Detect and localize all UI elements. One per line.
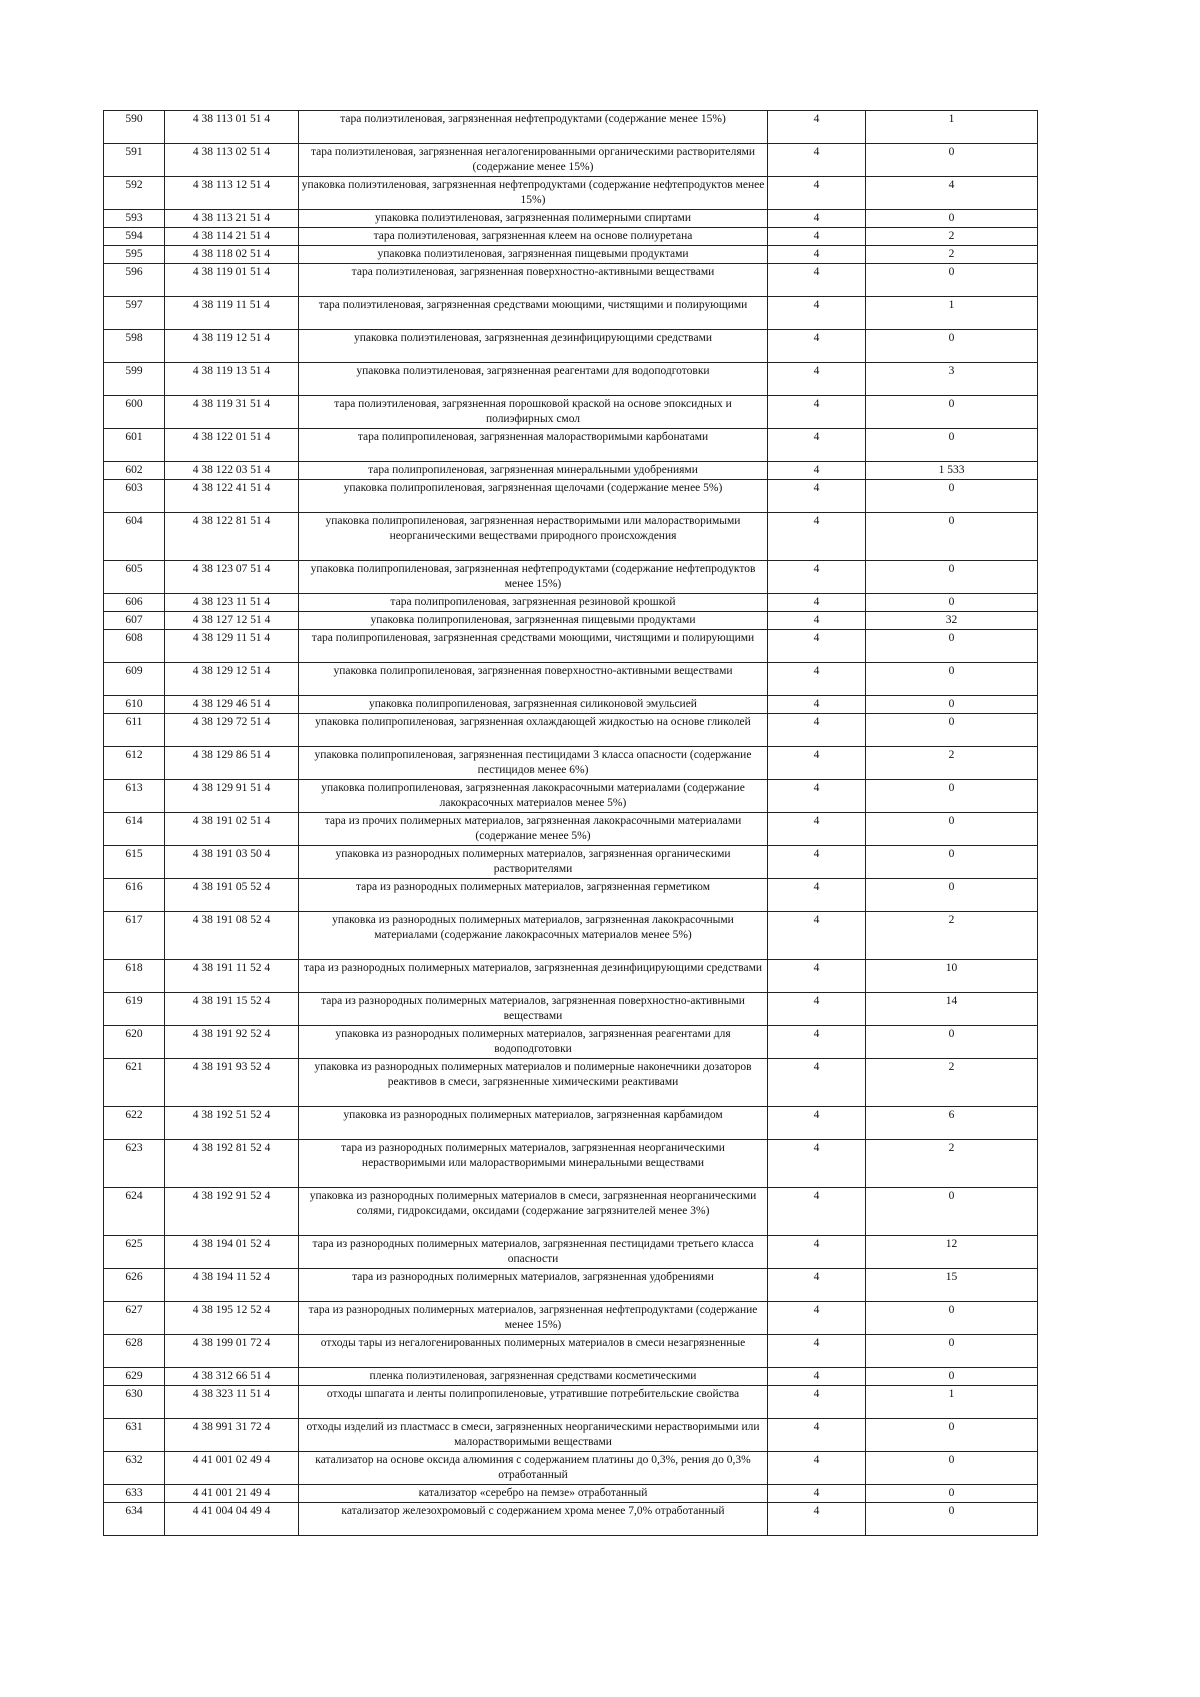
waste-code-cell: 4 38 118 02 51 4: [165, 246, 299, 264]
table-row: [104, 912, 1038, 960]
row-number-cell: 605: [104, 561, 165, 594]
waste-name-cell: упаковка из разнородных полимерных материалов в смеси, загрязненная неорганическими солями, гидроксидами, оксидами (содержание загрязнителей менее 3%): [299, 1188, 768, 1236]
waste-code-cell: 4 38 191 03 50 4: [165, 846, 299, 879]
hazard-class-cell: 4: [768, 561, 866, 594]
waste-code-cell: 4 38 195 12 52 4: [165, 1302, 299, 1335]
quantity-cell: 0: [866, 594, 1038, 612]
waste-code-cell: 4 38 113 12 51 4: [165, 177, 299, 210]
table-row: [104, 1419, 1038, 1452]
row-number-cell: 622: [104, 1107, 165, 1140]
waste-code-cell: 4 38 119 12 51 4: [165, 330, 299, 363]
row-number-cell: 613: [104, 780, 165, 813]
waste-code-cell: 4 38 191 05 52 4: [165, 879, 299, 912]
hazard-class-cell: 4: [768, 264, 866, 297]
row-number-cell: 618: [104, 960, 165, 993]
hazard-class-cell: 4: [768, 1302, 866, 1335]
table-row: [104, 1236, 1038, 1269]
table-row: [104, 846, 1038, 879]
row-number-cell: 610: [104, 696, 165, 714]
row-number-cell: 591: [104, 144, 165, 177]
quantity-cell: 12: [866, 1236, 1038, 1269]
waste-name-cell: упаковка полипропиленовая, загрязненная пестицидами 3 класса опасности (содержание пестицидов менее 6%): [299, 747, 768, 780]
waste-code-cell: 4 38 129 86 51 4: [165, 747, 299, 780]
waste-code-cell: 4 38 192 81 52 4: [165, 1140, 299, 1188]
hazard-class-cell: 4: [768, 246, 866, 264]
row-number-cell: 599: [104, 363, 165, 396]
quantity-cell: 0: [866, 1452, 1038, 1485]
quantity-cell: 1 533: [866, 462, 1038, 480]
hazard-class-cell: 4: [768, 363, 866, 396]
waste-name-cell: тара из разнородных полимерных материалов, загрязненная пестицидами третьего класса опасности: [299, 1236, 768, 1269]
waste-code-cell: 4 38 113 21 51 4: [165, 210, 299, 228]
waste-name-cell: упаковка из разнородных полимерных материалов и полимерные наконечники дозаторов реактивов в смеси, загрязненные химическими реактивами: [299, 1059, 768, 1107]
row-number-cell: 597: [104, 297, 165, 330]
row-number-cell: 609: [104, 663, 165, 696]
waste-name-cell: упаковка полипропиленовая, загрязненная нерастворимыми или малорастворимыми неорганическими веществами природного происхождения: [299, 513, 768, 561]
quantity-cell: 0: [866, 144, 1038, 177]
table-row: [104, 264, 1038, 297]
quantity-cell: 0: [866, 879, 1038, 912]
row-number-cell: 615: [104, 846, 165, 879]
quantity-cell: 2: [866, 747, 1038, 780]
row-number-cell: 604: [104, 513, 165, 561]
waste-code-cell: 4 41 001 02 49 4: [165, 1452, 299, 1485]
hazard-class-cell: 4: [768, 912, 866, 960]
waste-name-cell: тара из разнородных полимерных материалов, загрязненная поверхностно-активными веществами: [299, 993, 768, 1026]
row-number-cell: 602: [104, 462, 165, 480]
table-row: [104, 1452, 1038, 1485]
row-number-cell: 603: [104, 480, 165, 513]
waste-name-cell: тара полипропиленовая, загрязненная средствами моющими, чистящими и полирующими: [299, 630, 768, 663]
row-number-cell: 632: [104, 1452, 165, 1485]
waste-code-cell: 4 38 129 91 51 4: [165, 780, 299, 813]
quantity-cell: 2: [866, 1140, 1038, 1188]
hazard-class-cell: 4: [768, 480, 866, 513]
hazard-class-cell: 4: [768, 594, 866, 612]
waste-table: [103, 110, 1038, 1536]
waste-name-cell: катализатор «серебро на пемзе» отработанный: [299, 1485, 768, 1503]
waste-name-cell: упаковка из разнородных полимерных материалов, загрязненная лакокрасочными материалами (содержание лакокрасочных материалов менее 5%): [299, 912, 768, 960]
quantity-cell: 15: [866, 1269, 1038, 1302]
waste-name-cell: упаковка полипропиленовая, загрязненная щелочами (содержание менее 5%): [299, 480, 768, 513]
hazard-class-cell: 4: [768, 1485, 866, 1503]
waste-code-cell: 4 38 123 11 51 4: [165, 594, 299, 612]
quantity-cell: 0: [866, 1302, 1038, 1335]
table-row: [104, 396, 1038, 429]
quantity-cell: 0: [866, 1503, 1038, 1536]
row-number-cell: 634: [104, 1503, 165, 1536]
quantity-cell: 6: [866, 1107, 1038, 1140]
quantity-cell: 0: [866, 1335, 1038, 1368]
row-number-cell: 608: [104, 630, 165, 663]
hazard-class-cell: 4: [768, 1452, 866, 1485]
waste-name-cell: тара полиэтиленовая, загрязненная негалогенированными органическими растворителями (содержание менее 15%): [299, 144, 768, 177]
row-number-cell: 620: [104, 1026, 165, 1059]
waste-name-cell: упаковка полиэтиленовая, загрязненная реагентами для водоподготовки: [299, 363, 768, 396]
quantity-cell: 0: [866, 813, 1038, 846]
quantity-cell: 0: [866, 1419, 1038, 1452]
waste-name-cell: тара полиэтиленовая, загрязненная клеем на основе полиуретана: [299, 228, 768, 246]
row-number-cell: 601: [104, 429, 165, 462]
quantity-cell: 32: [866, 612, 1038, 630]
table-row: [104, 1485, 1038, 1503]
table-row: [104, 177, 1038, 210]
waste-name-cell: упаковка полиэтиленовая, загрязненная полимерными спиртами: [299, 210, 768, 228]
hazard-class-cell: 4: [768, 513, 866, 561]
quantity-cell: 1: [866, 111, 1038, 144]
quantity-cell: 0: [866, 1026, 1038, 1059]
hazard-class-cell: 4: [768, 960, 866, 993]
hazard-class-cell: 4: [768, 630, 866, 663]
quantity-cell: 0: [866, 396, 1038, 429]
waste-code-cell: 4 38 127 12 51 4: [165, 612, 299, 630]
waste-name-cell: упаковка полиэтиленовая, загрязненная пищевыми продуктами: [299, 246, 768, 264]
waste-code-cell: 4 38 122 81 51 4: [165, 513, 299, 561]
waste-name-cell: тара полипропиленовая, загрязненная резиновой крошкой: [299, 594, 768, 612]
waste-name-cell: тара из разнородных полимерных материалов, загрязненная дезинфицирующими средствами: [299, 960, 768, 993]
hazard-class-cell: 4: [768, 747, 866, 780]
waste-code-cell: 4 38 119 13 51 4: [165, 363, 299, 396]
hazard-class-cell: 4: [768, 1236, 866, 1269]
row-number-cell: 595: [104, 246, 165, 264]
hazard-class-cell: 4: [768, 663, 866, 696]
waste-code-cell: 4 38 122 03 51 4: [165, 462, 299, 480]
table-row: [104, 663, 1038, 696]
waste-name-cell: тара из разнородных полимерных материалов, загрязненная герметиком: [299, 879, 768, 912]
row-number-cell: 623: [104, 1140, 165, 1188]
table-row: [104, 462, 1038, 480]
row-number-cell: 625: [104, 1236, 165, 1269]
waste-name-cell: тара из прочих полимерных материалов, загрязненная лакокрасочными материалами (содержание менее 5%): [299, 813, 768, 846]
table-row: [104, 1503, 1038, 1536]
quantity-cell: 4: [866, 177, 1038, 210]
hazard-class-cell: 4: [768, 1368, 866, 1386]
hazard-class-cell: 4: [768, 429, 866, 462]
waste-code-cell: 4 38 113 02 51 4: [165, 144, 299, 177]
table-row: [104, 1269, 1038, 1302]
hazard-class-cell: 4: [768, 210, 866, 228]
table-row: [104, 1386, 1038, 1419]
waste-code-cell: 4 38 122 01 51 4: [165, 429, 299, 462]
quantity-cell: 0: [866, 330, 1038, 363]
quantity-cell: 0: [866, 714, 1038, 747]
row-number-cell: 607: [104, 612, 165, 630]
row-number-cell: 614: [104, 813, 165, 846]
hazard-class-cell: 4: [768, 1386, 866, 1419]
row-number-cell: 631: [104, 1419, 165, 1452]
hazard-class-cell: 4: [768, 612, 866, 630]
hazard-class-cell: 4: [768, 228, 866, 246]
row-number-cell: 629: [104, 1368, 165, 1386]
hazard-class-cell: 4: [768, 1107, 866, 1140]
waste-code-cell: 4 38 191 02 51 4: [165, 813, 299, 846]
table-row: [104, 1026, 1038, 1059]
waste-code-cell: 4 38 192 91 52 4: [165, 1188, 299, 1236]
waste-name-cell: упаковка из разнородных полимерных материалов, загрязненная реагентами для водоподготовки: [299, 1026, 768, 1059]
waste-name-cell: упаковка полиэтиленовая, загрязненная нефтепродуктами (содержание нефтепродуктов менее 15%): [299, 177, 768, 210]
table-row: [104, 297, 1038, 330]
table-row: [104, 594, 1038, 612]
waste-name-cell: упаковка полиэтиленовая, загрязненная дезинфицирующими средствами: [299, 330, 768, 363]
quantity-cell: 14: [866, 993, 1038, 1026]
waste-name-cell: тара полиэтиленовая, загрязненная средствами моющими, чистящими и полирующими: [299, 297, 768, 330]
table-row: [104, 1188, 1038, 1236]
waste-code-cell: 4 38 123 07 51 4: [165, 561, 299, 594]
waste-name-cell: упаковка полипропиленовая, загрязненная охлаждающей жидкостью на основе гликолей: [299, 714, 768, 747]
quantity-cell: 0: [866, 210, 1038, 228]
table-row: [104, 144, 1038, 177]
waste-code-cell: 4 38 191 93 52 4: [165, 1059, 299, 1107]
waste-name-cell: тара полипропиленовая, загрязненная минеральными удобрениями: [299, 462, 768, 480]
row-number-cell: 626: [104, 1269, 165, 1302]
table-row: [104, 714, 1038, 747]
waste-code-cell: 4 41 001 21 49 4: [165, 1485, 299, 1503]
waste-name-cell: отходы шпагата и ленты полипропиленовые, утратившие потребительские свойства: [299, 1386, 768, 1419]
hazard-class-cell: 4: [768, 1419, 866, 1452]
hazard-class-cell: 4: [768, 1188, 866, 1236]
table-row: [104, 246, 1038, 264]
table-row: [104, 1302, 1038, 1335]
hazard-class-cell: 4: [768, 111, 866, 144]
row-number-cell: 593: [104, 210, 165, 228]
table-row: [104, 1059, 1038, 1107]
row-number-cell: 630: [104, 1386, 165, 1419]
row-number-cell: 633: [104, 1485, 165, 1503]
waste-code-cell: 4 38 191 92 52 4: [165, 1026, 299, 1059]
waste-code-cell: 4 38 122 41 51 4: [165, 480, 299, 513]
table-row: [104, 696, 1038, 714]
table-row: [104, 480, 1038, 513]
table-row: [104, 1368, 1038, 1386]
table-row: [104, 1107, 1038, 1140]
quantity-cell: 2: [866, 1059, 1038, 1107]
waste-name-cell: упаковка полипропиленовая, загрязненная поверхностно-активными веществами: [299, 663, 768, 696]
table-row: [104, 612, 1038, 630]
table-row: [104, 210, 1038, 228]
table-row: [104, 630, 1038, 663]
row-number-cell: 596: [104, 264, 165, 297]
row-number-cell: 592: [104, 177, 165, 210]
waste-name-cell: тара полиэтиленовая, загрязненная поверхностно-активными веществами: [299, 264, 768, 297]
waste-code-cell: 4 38 194 01 52 4: [165, 1236, 299, 1269]
quantity-cell: 0: [866, 561, 1038, 594]
quantity-cell: 0: [866, 513, 1038, 561]
waste-code-cell: 4 38 199 01 72 4: [165, 1335, 299, 1368]
waste-code-cell: 4 38 113 01 51 4: [165, 111, 299, 144]
table-row: [104, 993, 1038, 1026]
row-number-cell: 606: [104, 594, 165, 612]
waste-name-cell: упаковка полипропиленовая, загрязненная силиконовой эмульсией: [299, 696, 768, 714]
waste-code-cell: 4 38 312 66 51 4: [165, 1368, 299, 1386]
waste-code-cell: 4 38 114 21 51 4: [165, 228, 299, 246]
waste-code-cell: 4 38 191 08 52 4: [165, 912, 299, 960]
hazard-class-cell: 4: [768, 846, 866, 879]
table-row: [104, 111, 1038, 144]
waste-name-cell: катализатор железохромовый с содержанием хрома менее 7,0% отработанный: [299, 1503, 768, 1536]
row-number-cell: 617: [104, 912, 165, 960]
waste-table-body: [104, 111, 1038, 1536]
hazard-class-cell: 4: [768, 1026, 866, 1059]
table-row: [104, 960, 1038, 993]
row-number-cell: 590: [104, 111, 165, 144]
quantity-cell: 2: [866, 246, 1038, 264]
hazard-class-cell: 4: [768, 462, 866, 480]
waste-name-cell: тара полиэтиленовая, загрязненная порошковой краской на основе эпоксидных и полиэфирных смол: [299, 396, 768, 429]
quantity-cell: 0: [866, 663, 1038, 696]
row-number-cell: 616: [104, 879, 165, 912]
quantity-cell: 1: [866, 1386, 1038, 1419]
row-number-cell: 594: [104, 228, 165, 246]
quantity-cell: 0: [866, 780, 1038, 813]
quantity-cell: 0: [866, 630, 1038, 663]
waste-name-cell: катализатор на основе оксида алюминия с содержанием платины до 0,3%, рения до 0,3% отработанный: [299, 1452, 768, 1485]
waste-name-cell: упаковка полипропиленовая, загрязненная пищевыми продуктами: [299, 612, 768, 630]
hazard-class-cell: 4: [768, 144, 866, 177]
waste-code-cell: 4 38 194 11 52 4: [165, 1269, 299, 1302]
waste-name-cell: пленка полиэтиленовая, загрязненная средствами косметическими: [299, 1368, 768, 1386]
waste-name-cell: тара полипропиленовая, загрязненная малорастворимыми карбонатами: [299, 429, 768, 462]
quantity-cell: 0: [866, 1188, 1038, 1236]
table-row: [104, 429, 1038, 462]
waste-name-cell: тара из разнородных полимерных материалов, загрязненная нефтепродуктами (содержание менее 15%): [299, 1302, 768, 1335]
waste-name-cell: тара из разнородных полимерных материалов, загрязненная неорганическими нерастворимыми или малорастворимыми минеральными веществами: [299, 1140, 768, 1188]
waste-code-cell: 4 38 119 01 51 4: [165, 264, 299, 297]
waste-name-cell: упаковка полипропиленовая, загрязненная лакокрасочными материалами (содержание лакокрасочных материалов менее 5%): [299, 780, 768, 813]
row-number-cell: 624: [104, 1188, 165, 1236]
waste-code-cell: 4 38 129 72 51 4: [165, 714, 299, 747]
row-number-cell: 611: [104, 714, 165, 747]
quantity-cell: 0: [866, 1485, 1038, 1503]
waste-code-cell: 4 38 119 31 51 4: [165, 396, 299, 429]
table-row: [104, 747, 1038, 780]
hazard-class-cell: 4: [768, 1503, 866, 1536]
quantity-cell: 1: [866, 297, 1038, 330]
hazard-class-cell: 4: [768, 1335, 866, 1368]
quantity-cell: 2: [866, 912, 1038, 960]
waste-code-cell: 4 38 129 46 51 4: [165, 696, 299, 714]
waste-code-cell: 4 38 129 12 51 4: [165, 663, 299, 696]
row-number-cell: 619: [104, 993, 165, 1026]
row-number-cell: 612: [104, 747, 165, 780]
waste-name-cell: отходы тары из негалогенированных полимерных материалов в смеси незагрязненные: [299, 1335, 768, 1368]
row-number-cell: 598: [104, 330, 165, 363]
hazard-class-cell: 4: [768, 1269, 866, 1302]
row-number-cell: 628: [104, 1335, 165, 1368]
waste-code-cell: 4 38 192 51 52 4: [165, 1107, 299, 1140]
waste-code-cell: 4 38 191 11 52 4: [165, 960, 299, 993]
hazard-class-cell: 4: [768, 813, 866, 846]
hazard-class-cell: 4: [768, 879, 866, 912]
table-row: [104, 1140, 1038, 1188]
hazard-class-cell: 4: [768, 330, 866, 363]
quantity-cell: 0: [866, 264, 1038, 297]
hazard-class-cell: 4: [768, 780, 866, 813]
waste-code-cell: 4 38 323 11 51 4: [165, 1386, 299, 1419]
hazard-class-cell: 4: [768, 1059, 866, 1107]
waste-code-cell: 4 38 991 31 72 4: [165, 1419, 299, 1452]
table-row: [104, 363, 1038, 396]
quantity-cell: 3: [866, 363, 1038, 396]
waste-code-cell: 4 41 004 04 49 4: [165, 1503, 299, 1536]
table-row: [104, 330, 1038, 363]
waste-code-cell: 4 38 129 11 51 4: [165, 630, 299, 663]
table-row: [104, 1335, 1038, 1368]
hazard-class-cell: 4: [768, 1140, 866, 1188]
table-row: [104, 513, 1038, 561]
table-row: [104, 813, 1038, 846]
quantity-cell: 0: [866, 1368, 1038, 1386]
hazard-class-cell: 4: [768, 297, 866, 330]
hazard-class-cell: 4: [768, 396, 866, 429]
table-row: [104, 879, 1038, 912]
waste-name-cell: упаковка полипропиленовая, загрязненная нефтепродуктами (содержание нефтепродуктов менее 15%): [299, 561, 768, 594]
waste-code-cell: 4 38 191 15 52 4: [165, 993, 299, 1026]
waste-name-cell: упаковка из разнородных полимерных материалов, загрязненная карбамидом: [299, 1107, 768, 1140]
quantity-cell: 0: [866, 429, 1038, 462]
table-row: [104, 561, 1038, 594]
waste-name-cell: тара полиэтиленовая, загрязненная нефтепродуктами (содержание менее 15%): [299, 111, 768, 144]
waste-name-cell: упаковка из разнородных полимерных материалов, загрязненная органическими растворителями: [299, 846, 768, 879]
quantity-cell: 0: [866, 696, 1038, 714]
quantity-cell: 10: [866, 960, 1038, 993]
hazard-class-cell: 4: [768, 696, 866, 714]
waste-name-cell: отходы изделий из пластмасс в смеси, загрязненных неорганическими нерастворимыми или малорастворимыми веществами: [299, 1419, 768, 1452]
quantity-cell: 0: [866, 846, 1038, 879]
waste-code-cell: 4 38 119 11 51 4: [165, 297, 299, 330]
hazard-class-cell: 4: [768, 177, 866, 210]
row-number-cell: 621: [104, 1059, 165, 1107]
table-row: [104, 228, 1038, 246]
row-number-cell: 600: [104, 396, 165, 429]
waste-name-cell: тара из разнородных полимерных материалов, загрязненная удобрениями: [299, 1269, 768, 1302]
quantity-cell: 2: [866, 228, 1038, 246]
quantity-cell: 0: [866, 480, 1038, 513]
hazard-class-cell: 4: [768, 714, 866, 747]
hazard-class-cell: 4: [768, 993, 866, 1026]
row-number-cell: 627: [104, 1302, 165, 1335]
table-row: [104, 780, 1038, 813]
